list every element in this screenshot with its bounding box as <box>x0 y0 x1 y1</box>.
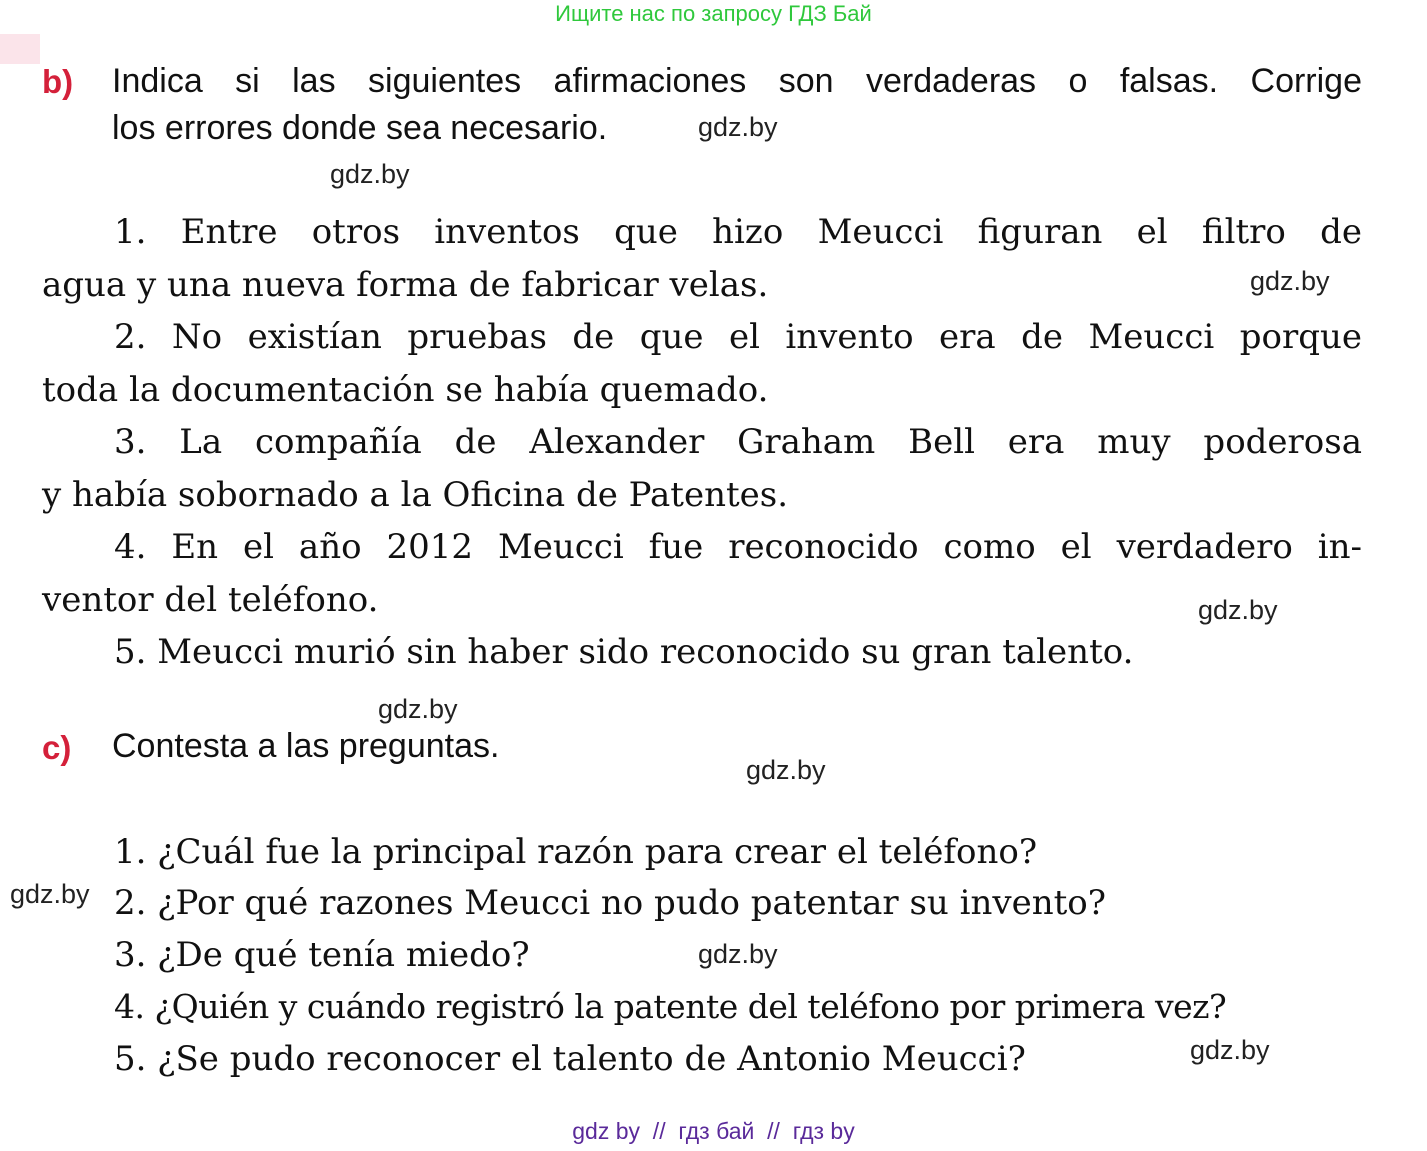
section-b-letter: b) <box>42 63 74 100</box>
statement-3-line1: 3. La compañía de Alexander Graham Bell era muy poderosa <box>114 422 1362 462</box>
footer-links: gdz by // гдз бай // гдз by <box>572 1118 855 1144</box>
watermark-text: gdz.by <box>378 694 458 724</box>
watermark-text: gdz.by <box>330 159 410 189</box>
watermark-text: gdz.by <box>698 939 778 969</box>
page-corner-mark <box>0 34 40 64</box>
watermark-text: gdz.by <box>746 755 826 785</box>
statement-2-line2: toda la documentación se había quemado. <box>42 370 769 410</box>
statement-2-line1: 2. No existían pruebas de que el invento era de Meucci porque <box>114 317 1362 357</box>
section-c-letter: c) <box>42 729 72 766</box>
question-4: 4. ¿Quién y cuándo registró la patente del teléfono por primera vez? <box>114 987 1227 1026</box>
watermark-text: gdz.by <box>698 112 778 142</box>
section-b-instruction-line2: los errores donde sea necesario. <box>112 109 608 147</box>
question-3: 3. ¿De qué tenía miedo? <box>114 935 530 975</box>
watermark-text: gdz.by <box>1190 1035 1270 1065</box>
statement-5: 5. Meucci murió sin haber sido reconocido su gran talento. <box>114 632 1134 672</box>
statement-4-line1: 4. En el año 2012 Meucci fue reconocido como el verdadero in- <box>114 527 1362 567</box>
statement-1-line1: 1. Entre otros inventos que hizo Meucci figuran el filtro de <box>114 212 1362 252</box>
section-c-instruction: Contesta a las preguntas. <box>112 727 500 765</box>
question-1: 1. ¿Cuál fue la principal razón para crear el teléfono? <box>114 832 1038 872</box>
statement-1-line2: agua y una nueva forma de fabricar velas. <box>42 265 769 305</box>
watermark-text: gdz.by <box>1250 266 1330 296</box>
statement-3-line2: y había sobornado a la Oficina de Patentes. <box>42 475 789 515</box>
question-2: 2. ¿Por qué razones Meucci no pudo patentar su invento? <box>114 883 1106 923</box>
watermark-text: gdz.by <box>10 879 90 909</box>
section-b-instruction-line1: Indica si las siguientes afirmaciones son verdaderas o falsas. Corrige <box>112 62 1362 100</box>
watermark-text: gdz.by <box>1198 595 1278 625</box>
statement-4-line2: ventor del teléfono. <box>42 580 379 620</box>
top-banner: Ищите нас по запросу ГДЗ Бай <box>555 1 872 26</box>
question-5: 5. ¿Se pudo reconocer el talento de Antonio Meucci? <box>114 1039 1026 1079</box>
